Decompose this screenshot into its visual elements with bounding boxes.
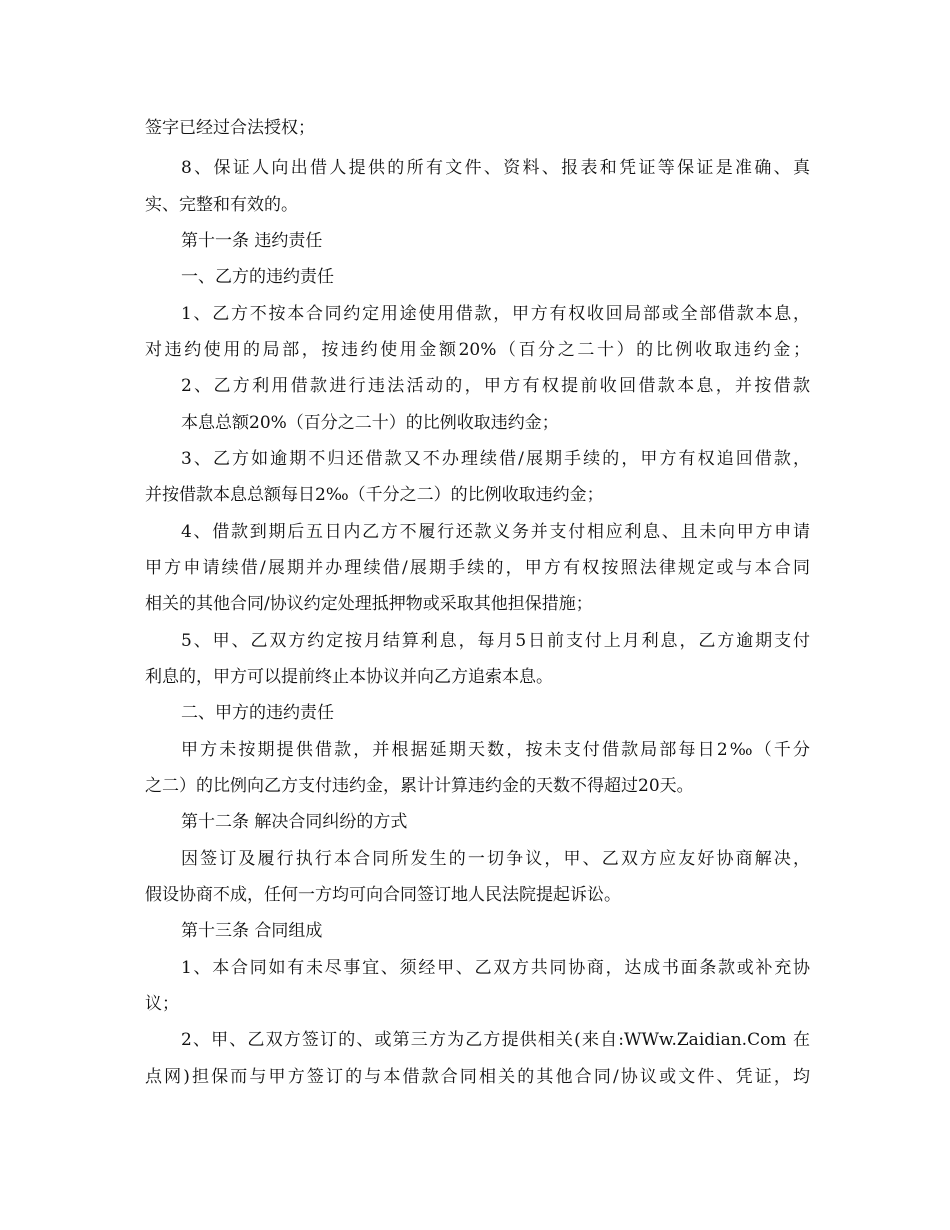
text-line: 8、保证人向出借人提供的所有文件、资料、报表和凭证等保证是准确、真 [181,158,810,178]
text-line: 2、乙方利用借款进行违法活动的，甲方有权提前收回借款本息，并按借款 [181,376,810,396]
text-line: 签字已经过合法授权； [145,118,315,138]
text-line: 5、甲、乙双方约定按月结算利息，每月5日前支付上月利息，乙方逾期支付 [181,631,810,651]
text-line: 4、借款到期后五日内乙方不履行还款义务并支付相应利息、且未向甲方申请 [181,522,810,542]
text-line: 1、本合同如有未尽事宜、须经甲、乙双方共同协商，达成书面条款或补充协 [181,958,810,978]
text-line: 甲方申请续借/展期并办理续借/展期手续的，甲方有权按照法律规定或与本合同 [145,558,810,578]
text-line: 假设协商不成，任何一方均可向合同签订地人民法院提起诉讼。 [145,885,621,905]
text-line: 对违约使用的局部，按违约使用金额20%（百分之二十）的比例收取违约金； [145,340,810,360]
text-line: 之二）的比例向乙方支付违约金，累计计算违约金的天数不得超过20天。 [145,776,694,796]
section-heading: 第十一条 违约责任 [181,231,323,251]
section-heading: 第十三条 合同组成 [181,921,323,941]
text-line: 利息的，甲方可以提前终止本协议并向乙方追索本息。 [145,667,553,687]
text-line: 本息总额20%（百分之二十）的比例收取违约金； [181,413,559,433]
text-line: 点网)担保而与甲方签订的与本借款合同相关的其他合同/协议或文件、凭证，均 [145,1067,810,1087]
text-line: 1、乙方不按本合同约定用途使用借款，甲方有权收回局部或全部借款本息， [181,304,810,324]
text-line: 并按借款本息总额每日2‰（千分之二）的比例收取违约金； [145,485,604,505]
text-line: 因签订及履行执行本合同所发生的一切争议，甲、乙双方应友好协商解决， [181,849,810,869]
subsection-heading: 一、乙方的违约责任 [181,267,334,287]
text-line: 实、完整和有效的。 [145,195,298,215]
subsection-heading: 二、甲方的违约责任 [181,703,334,723]
section-heading: 第十二条 解决合同纠纷的方式 [181,812,408,832]
text-line: 甲方未按期提供借款，并根据延期天数，按未支付借款局部每日2‰（千分 [181,740,810,760]
text-line: 议； [145,994,179,1014]
text-line: 2、甲、乙双方签订的、或第三方为乙方提供相关(来自:WWw.Zaidian.Com 在 [181,1030,810,1050]
text-line: 相关的其他合同/协议约定处理抵押物或采取其他担保措施； [145,594,593,614]
text-line: 3、乙方如逾期不归还借款又不办理续借/展期手续的，甲方有权追回借款， [181,449,810,469]
